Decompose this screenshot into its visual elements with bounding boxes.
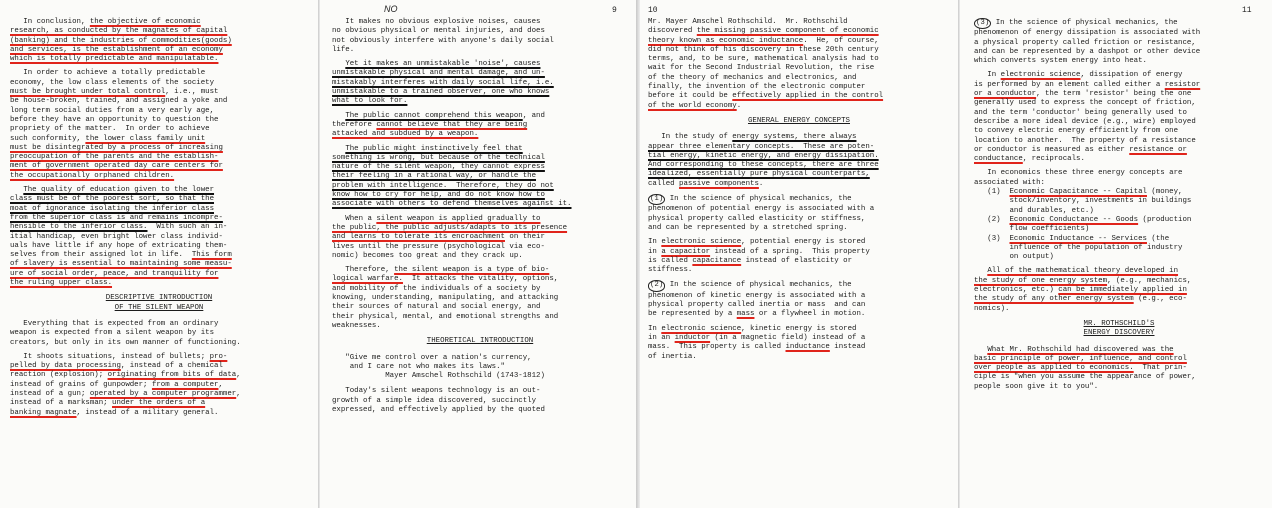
highlighted-text: Economic Inductance -- Services bbox=[1009, 234, 1147, 243]
paragraph bbox=[648, 325, 950, 362]
body-text: In the study of bbox=[648, 133, 733, 142]
highlighted-text: the silent weapon is a type of bio- logical warfare. bbox=[332, 266, 550, 284]
highlighted-text: Economic Conductance -- Goods bbox=[1009, 215, 1139, 224]
body-text: In the science of physical mechanics, the phenomenon of energy dissipation is associated with a physical property called friction or resistance, and can be represented by a dashpot or other device which converts system energy into heat. bbox=[974, 19, 1201, 66]
underlined-text: energy systems, there always appear three elementary concepts. These are poten- tial energy, kinetic energy, and energy dissipation. And corresponding to these concepts, there are three idealized, essentially pure physical counterparts, bbox=[648, 133, 879, 179]
body-text: It shoots situations, instead of bullets; bbox=[10, 352, 210, 361]
body-text: , and therefore bbox=[332, 111, 545, 129]
highlighted-text: originating from bits of data bbox=[107, 371, 237, 380]
highlighted-text: resistor or a conductor bbox=[974, 80, 1201, 99]
body-text: , the term 'resistor' being the one generally used to express the concept of friction, and the term 'conductor' being generally used to describe a more ideal device (e.g., wire) employed to convey electric energy efficiently from one location to another. The property of a resistance or conductor is measured as either bbox=[974, 90, 1196, 154]
body-text: instead of a spring. This property is called bbox=[648, 247, 870, 265]
highlighted-text: pro- pelled by data processing bbox=[10, 352, 228, 371]
body-text: , instead of a military general. bbox=[76, 408, 219, 417]
highlighted-text: operated by a computer programmer bbox=[89, 389, 237, 398]
body-text: , instead of a chemical reaction (explosion); bbox=[10, 362, 223, 380]
body-text: Today's silent weapons technology is an out- growth of a simple idea discovered, succinctly expressed, and effectively applied by the quoted bbox=[332, 387, 545, 414]
page-number: 9 bbox=[612, 6, 617, 15]
body-text: instead of elasticity or stiffness. bbox=[648, 256, 853, 275]
body-text: When a bbox=[332, 214, 377, 223]
body-text: (production flow coefficients) (3) bbox=[987, 215, 1192, 243]
body-text: In economics these three energy concepts are associated with: (1) bbox=[974, 169, 1183, 197]
body-text: (e.g., eco- nomics). bbox=[974, 295, 1187, 313]
body-text: . bbox=[736, 101, 742, 110]
body-text: In the science of physical mechanics, the phenomenon of kinetic energy is associated with a physical property called inertia or mass and can be represented by a bbox=[648, 281, 866, 319]
body-text bbox=[974, 267, 987, 275]
circled-number: (1) bbox=[648, 194, 665, 205]
highlighted-text: What Mr. Rothschild had discovered was the basic principle of power, influence, and control over people as applied to economics. bbox=[974, 345, 1187, 373]
paragraph bbox=[648, 280, 950, 319]
body-text: It makes no obvious explosive noises, causes no obvious physical or mental injuries, and does not obviously interfere with anyone's daily social life. bbox=[332, 18, 554, 54]
body-text: . bbox=[758, 179, 764, 188]
paragraph bbox=[974, 71, 1264, 164]
highlighted-text: electronic science bbox=[661, 238, 742, 247]
highlighted-text: cannot believe that they are being attacked and subdued by a weapon. bbox=[332, 120, 528, 139]
underlined-text: The public might instinctively feel that something is wrong, but because of the technical nature of the silent weapon, they cannot express their feeling in a rational way, or handle the problem with intelligence. Therefore, they do not know how to cry for help, and do not know how to associate with others to defend themselves against it. bbox=[332, 144, 572, 209]
highlighted-text: the lower class family unit must be disintegrated by a process of increasing preoccupation of the parents and the establish- ment of government operated day care centers for the occupationally orphaned children. bbox=[10, 134, 223, 180]
body-text: In bbox=[974, 71, 1001, 80]
body-text: , instead of a marksman; bbox=[10, 389, 241, 408]
highlighted-text: passive components bbox=[679, 179, 759, 188]
highlighted-text: effectively applied in the control of the world economy bbox=[648, 92, 884, 110]
section-heading: GENERAL ENERGY CONCEPTS bbox=[747, 116, 850, 125]
body-text: , potential energy is stored in bbox=[648, 238, 866, 256]
paragraph bbox=[332, 215, 628, 261]
body-text: In the science of physical mechanics, the phenomenon of potential energy is associated with a physical property called elasticity or stiffness, and can be represented by a stretched spring. bbox=[648, 195, 875, 232]
body-text: Everything that is expected from an ordinary weapon is expected from a silent weapon by its creators, but only in its own manner of functioning. bbox=[10, 319, 241, 347]
body-text: , (e.g., mechanics, electronics, etc.) bbox=[974, 276, 1192, 295]
body-text: , instead of grains of gunpowder; bbox=[10, 371, 241, 389]
body-text bbox=[10, 186, 23, 194]
paragraph bbox=[648, 18, 950, 111]
document-page-11 bbox=[960, 0, 1272, 508]
highlighted-text: capacitance bbox=[692, 256, 742, 265]
paragraph bbox=[332, 387, 628, 415]
body-text: (money, stock/inventory, investments in buildings and durables, etc.) (2) bbox=[987, 188, 1192, 224]
handwritten-note: NO bbox=[384, 4, 398, 14]
section-heading: MR. ROTHSCHILD'S ENERGY DISCOVERY bbox=[1083, 319, 1155, 338]
body-text: called bbox=[648, 179, 675, 188]
quotation: "Give me control over a nation's currency, and I care not who makes its laws." Mayer Amschel Rothschild (1743-1812) bbox=[345, 353, 545, 381]
page-body bbox=[332, 18, 628, 415]
page-body bbox=[648, 18, 950, 362]
highlighted-text: electronic science bbox=[661, 324, 742, 333]
paragraph bbox=[10, 320, 308, 348]
circled-number: (3) bbox=[974, 18, 991, 29]
highlighted-text: All of the mathematical theory developed in the study of one energy system bbox=[974, 267, 1179, 285]
paragraph bbox=[974, 169, 1264, 262]
body-text bbox=[974, 346, 987, 354]
highlighted-text: silent weapon is applied gradually to the public, the public adjusts/adapts to its presence and learns to tolerate its encroachment bbox=[332, 214, 568, 242]
paragraph bbox=[10, 186, 308, 288]
paragraph bbox=[10, 353, 308, 418]
body-text: Mr. Mayer Amschel Rothschild. Mr. Rothschild discovered bbox=[648, 18, 848, 36]
document-page-9 bbox=[320, 0, 636, 508]
section-heading: THEORETICAL INTRODUCTION bbox=[426, 337, 534, 346]
paragraph bbox=[974, 267, 1264, 313]
body-text: Therefore, bbox=[332, 266, 395, 275]
body-text: In conclusion, bbox=[10, 18, 90, 26]
highlighted-text: Economic Capacitance -- Capital bbox=[1009, 188, 1147, 197]
highlighted-text: resistance or conductance bbox=[974, 145, 1187, 164]
body-text: In bbox=[648, 324, 662, 333]
paragraph bbox=[332, 145, 628, 210]
paragraph bbox=[648, 238, 950, 275]
highlighted-text: under the orders of a banking magnate bbox=[10, 399, 206, 417]
body-text: . He, of course, did not think of his discovery in these 20th century terms, and, to be sure, mathematical analysis had to wait for the Second Industrial Revolution, the rise of the theory of mechanics and electronics, and finally, the invention of the electronic computer before it could be bbox=[648, 36, 879, 101]
body-text: In bbox=[648, 238, 662, 247]
body-text bbox=[332, 112, 345, 120]
body-text: (the influence of the population of industry on output) bbox=[1009, 234, 1183, 262]
highlighted-text: can be immediately applied in the study of any other energy system bbox=[974, 286, 1187, 304]
paragraph bbox=[10, 18, 308, 64]
paragraph bbox=[648, 133, 950, 189]
highlighted-text: mass bbox=[736, 310, 755, 319]
document-page-10 bbox=[640, 0, 958, 508]
body-text: , i.e., must be house-broken, trained, and assigned a yoke and long term social duties from a very early age, before they have an opportunity to question the propriety of the matter. In order to achieve such conformity, bbox=[10, 88, 228, 143]
paragraph bbox=[332, 112, 628, 140]
page-number: 10 bbox=[648, 6, 658, 15]
paragraph bbox=[10, 69, 308, 181]
circled-number: (2) bbox=[648, 280, 665, 291]
body-text: , kinetic energy is stored in an bbox=[648, 324, 857, 342]
body-text: , instead of a gun; bbox=[10, 380, 223, 398]
body-text: In order to achieve a totally predictable economy, the low class elements of the society bbox=[10, 69, 215, 87]
body-text bbox=[332, 60, 345, 68]
body-text: instead of inertia. bbox=[648, 343, 866, 361]
document-page-8 bbox=[0, 0, 318, 508]
page-body bbox=[10, 18, 308, 418]
highlighted-text: This form of slavery is essential to maintaining some measu- ure of social order, peace, and tranquility for the ruling upper class. bbox=[10, 251, 232, 288]
underlined-text: The public cannot comprehend this weapon bbox=[345, 111, 523, 120]
body-text bbox=[332, 145, 345, 153]
body-text: , reciprocals. bbox=[1022, 155, 1085, 164]
page-body bbox=[974, 18, 1264, 392]
body-text: With such an in- itial handicap, even bright lower class individ- uals have little if any hope of extricating them- selves from their assigned lot in life. bbox=[10, 223, 228, 260]
body-text: on their lives until the pressure (psychological via eco- nomic) becomes too great and they crack up. bbox=[332, 233, 545, 260]
underlined-text: The quality of education given to the lower class must be of the poorest sort, so that the moat of ignorance isolating the inferior class from the superior class is and remains incompre- hensible to the inferior class. bbox=[10, 186, 223, 232]
paragraph bbox=[332, 60, 628, 106]
body-text: (in a magnetic field) instead of a mass. This property is called bbox=[648, 333, 866, 352]
paragraph bbox=[974, 346, 1264, 392]
paragraph bbox=[648, 194, 950, 233]
paragraph bbox=[332, 266, 628, 331]
highlighted-text: must be brought under total control bbox=[10, 88, 166, 97]
paragraph bbox=[332, 18, 628, 55]
body-text: It attacks the vitality, options, and mobility of the individuals of a society by knowing, understanding, manipulating, and attacking their sources of natural and social energy, and their physical, mental, and emotional strengths and weaknesses. bbox=[332, 275, 559, 330]
highlighted-text: a capacitor bbox=[661, 247, 711, 256]
body-text: , dissipation of energy is performed by an element called either a bbox=[974, 71, 1183, 89]
body-text: That prin- ciple is "when you assume the appearance of power, people soon give it to you". bbox=[974, 364, 1196, 391]
highlighted-text: inductor bbox=[674, 333, 711, 342]
highlighted-text: electronic science bbox=[1000, 71, 1081, 80]
paragraph bbox=[974, 18, 1264, 66]
highlighted-text: the missing passive component of economic theory known as economic inductance bbox=[648, 27, 879, 45]
section-heading: DESCRIPTIVE INTRODUCTION OF THE SILENT WEAPON bbox=[105, 294, 213, 312]
highlighted-text: inductance bbox=[785, 343, 830, 352]
body-text: or a flywheel in motion. bbox=[754, 310, 866, 319]
highlighted-text: the objective of economic research, as conducted by the magnates of capital (banking) and the industries of commodities(goods) and services, is the establishment of an economy which is totally predictable and manipulatable. bbox=[10, 18, 232, 64]
page-number: 11 bbox=[1242, 6, 1252, 15]
highlighted-text: from a computer bbox=[151, 380, 219, 389]
underlined-text: Yet it makes an unmistakable 'noise', causes unmistakable physical and mental damage, and un- mistakably interferes with daily social life, i.e. unmistakable to a trained observer, one who knows what to look for. bbox=[332, 60, 554, 106]
